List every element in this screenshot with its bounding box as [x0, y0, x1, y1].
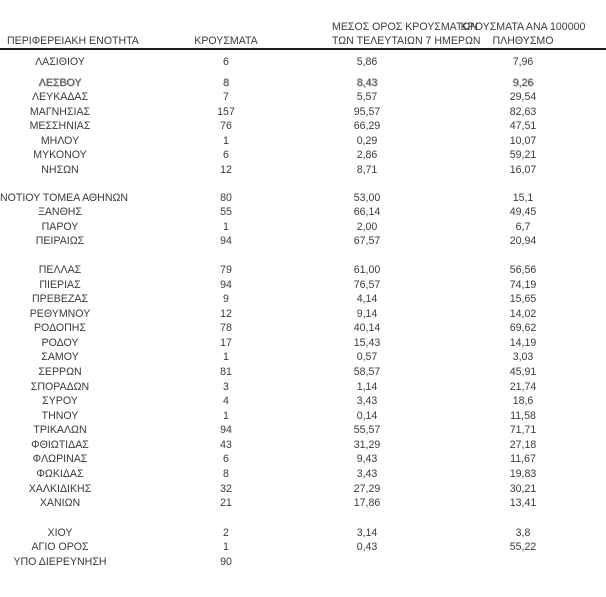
per-100k-cell: 3,8 [515, 526, 531, 539]
cases-cell: 94 [220, 424, 232, 437]
region-name-cell: ΥΠΟ ΔΙΕΡΕΥΝΗΣΗ [13, 555, 107, 568]
per-100k-cell: 49,45 [509, 206, 537, 219]
avg-7day-cell: 0,43 [356, 541, 378, 554]
per-100k-cell: 16,07 [509, 164, 537, 177]
region-name-cell: ΤΗΝΟΥ [41, 409, 79, 422]
table-row [0, 134, 606, 149]
table-row [0, 321, 606, 336]
avg-7day-cell: 40,14 [353, 322, 381, 335]
table-row [0, 482, 606, 497]
per-100k-cell: 55,22 [509, 541, 537, 554]
avg-7day-cell: 55,57 [353, 424, 381, 437]
per-100k-cell: 10,07 [509, 134, 537, 147]
region-name-cell: ΞΑΝΘΗΣ [37, 206, 83, 219]
table-row [0, 76, 606, 91]
table-row [0, 220, 606, 235]
table-row [0, 163, 606, 178]
region-name-cell: ΡΟΔΟΠΗΣ [33, 322, 87, 335]
cases-cell: 78 [220, 322, 232, 335]
row-group [0, 76, 606, 178]
cases-cell: 9 [223, 293, 229, 306]
cases-cell: 6 [223, 453, 229, 466]
per-100k-cell: 15,65 [509, 293, 537, 306]
per-100k-cell: 56,56 [509, 263, 537, 276]
table-row [0, 409, 606, 424]
table-row [0, 278, 606, 293]
cases-cell: 7 [223, 91, 229, 104]
avg-7day-cell: 8,71 [356, 164, 378, 177]
avg-7day-cell: 2,00 [356, 220, 378, 233]
cases-cell: 55 [220, 206, 232, 219]
column-header-avg-7day [332, 20, 481, 48]
cases-cell: 8 [223, 468, 229, 481]
table-row [0, 540, 606, 555]
avg-7day-cell: 0,57 [356, 351, 378, 364]
cases-cell: 1 [223, 134, 229, 147]
region-name-cell: ΠΡΕΒΕΖΑΣ [32, 293, 88, 306]
avg-7day-cell: 66,29 [353, 120, 381, 133]
region-name-cell: ΠΕΛΛΑΣ [38, 263, 82, 276]
column-header-avg-7day-line1: ΜΕΣΟΣ ΟΡΟΣ ΚΡΟΥΣΜΑΤΩΝ [332, 20, 478, 33]
region-name-cell: ΛΑΣΙΘΙΟΥ [35, 56, 85, 68]
table-row [0, 148, 606, 163]
region-name-cell: ΠΑΡΟΥ [41, 220, 79, 233]
region-name-cell: ΣΕΡΡΩΝ [38, 365, 82, 378]
avg-7day-cell: 9,43 [356, 453, 378, 466]
cases-cell: 32 [220, 482, 232, 495]
row-group [0, 526, 606, 570]
avg-7day-cell: 67,57 [353, 235, 381, 248]
cases-cell: 12 [220, 164, 232, 177]
cases-cell: 8 [223, 76, 229, 89]
cases-cell: 79 [220, 263, 232, 276]
avg-7day-cell: 58,57 [353, 365, 381, 378]
cases-cell: 81 [220, 365, 232, 378]
per-100k-cell: 82,63 [509, 105, 537, 118]
cases-cell: 1 [223, 351, 229, 364]
per-100k-cell: 9,26 [512, 76, 534, 89]
avg-7day-cell: 0,14 [356, 409, 378, 422]
region-name-cell: ΣΠΟΡΑΔΩΝ [30, 380, 90, 393]
table-row [0, 423, 606, 438]
per-100k-cell: 21,74 [509, 380, 537, 393]
table-row [0, 380, 606, 395]
table-row [0, 234, 606, 249]
region-name-cell: ΝΗΣΩΝ [41, 164, 79, 177]
avg-7day-cell: 53,00 [353, 191, 381, 204]
avg-7day-cell: 66,14 [353, 206, 381, 219]
table-header [0, 0, 606, 50]
table-row [0, 55, 606, 70]
per-100k-cell: 14,02 [509, 307, 537, 320]
region-name-cell: ΧΑΝΙΩΝ [39, 497, 81, 510]
region-name-cell: ΡΟΔΟΥ [41, 336, 79, 349]
cases-cell: 157 [217, 105, 235, 118]
table-body [0, 50, 606, 570]
per-100k-cell: 7,96 [512, 56, 534, 68]
per-100k-cell: 69,62 [509, 322, 537, 335]
cases-cell: 3 [223, 380, 229, 393]
column-header-avg-7day-line2: ΤΩΝ ΤΕΛΕΥΤΑΙΩΝ 7 ΗΜΕΡΩΝ [332, 34, 481, 47]
cases-cell: 43 [220, 438, 232, 451]
per-100k-cell: 11,67 [510, 453, 536, 466]
region-name-cell: ΡΕΘΥΜΝΟΥ [29, 307, 91, 320]
per-100k-cell: 13,41 [509, 497, 537, 510]
region-name-cell: ΜΑΓΝΗΣΙΑΣ [29, 105, 91, 118]
per-100k-cell: 71,71 [509, 424, 537, 437]
avg-7day-cell: 1,14 [356, 380, 378, 393]
cases-cell: 1 [223, 409, 229, 422]
avg-7day-cell: 3,14 [356, 526, 378, 539]
cases-cell: 90 [220, 555, 232, 568]
region-name-cell: ΠΕΙΡΑΙΩΣ [35, 235, 85, 248]
region-name-cell: ΠΙΕΡΙΑΣ [39, 278, 81, 291]
table-row [0, 90, 606, 105]
avg-7day-cell: 3,43 [356, 395, 378, 408]
column-header-per-100k-line2: ΠΛΗΘΥΣΜΟ [492, 34, 554, 47]
per-100k-cell: 15,1 [512, 191, 534, 204]
per-100k-cell: 59,21 [509, 149, 537, 162]
cases-cell: 21 [220, 497, 232, 510]
table-row [0, 307, 606, 322]
table-row [0, 394, 606, 409]
per-100k-cell: 27,18 [509, 438, 537, 451]
column-header-regional-unit: ΠΕΡΙΦΕΡΕΙΑΚΗ ΕΝΟΤΗΤΑ [7, 34, 139, 47]
column-header-per-100k-line1: ΚΡΟΥΣΜΑΤΑ ΑΝΑ 100000 [460, 20, 586, 33]
table-row [0, 263, 606, 278]
avg-7day-cell: 8,43 [356, 76, 378, 89]
avg-7day-cell: 95,57 [353, 105, 381, 118]
avg-7day-cell: 0,29 [356, 134, 378, 147]
region-name-cell: ΦΩΚΙΔΑΣ [36, 468, 84, 481]
table-row [0, 555, 606, 570]
per-100k-cell: 30,21 [509, 482, 537, 495]
per-100k-cell: 20,94 [509, 235, 537, 248]
avg-7day-cell: 4,14 [356, 293, 378, 306]
region-name-cell: ΛΕΣΒΟΥ [38, 76, 82, 89]
avg-7day-cell: 31,29 [353, 438, 381, 451]
avg-7day-cell: 17,86 [353, 497, 381, 510]
per-100k-cell: 14,19 [509, 336, 537, 349]
region-name-cell: ΜΥΚΟΝΟΥ [33, 149, 87, 162]
per-100k-cell: 3,03 [512, 351, 534, 364]
per-100k-cell: 11,58 [510, 409, 536, 422]
avg-7day-cell: 76,57 [353, 278, 381, 291]
region-name-cell: ΣΥΡΟΥ [42, 395, 78, 408]
cases-cell: 6 [223, 56, 229, 68]
avg-7day-cell: 61,00 [353, 263, 381, 276]
cases-cell: 17 [220, 336, 232, 349]
per-100k-cell: 6,7 [515, 220, 531, 233]
region-name-cell: ΦΘΙΩΤΙΔΑΣ [31, 438, 89, 451]
row-group [0, 55, 606, 70]
cases-cell: 80 [220, 191, 232, 204]
table-row [0, 452, 606, 467]
table-row [0, 496, 606, 511]
row-group [0, 191, 606, 249]
cases-cell: 94 [220, 235, 232, 248]
cases-cell: 6 [223, 149, 229, 162]
region-name-cell: ΦΛΩΡΙΝΑΣ [32, 453, 88, 466]
column-header-cases: ΚΡΟΥΣΜΑΤΑ [194, 34, 258, 47]
row-group [0, 263, 606, 511]
region-name-cell: ΑΓΙΟ ΟΡΟΣ [31, 541, 89, 554]
avg-7day-cell: 15,43 [353, 336, 381, 349]
per-100k-cell: 29,54 [509, 91, 537, 104]
table-row [0, 350, 606, 365]
per-100k-cell: 19,83 [509, 468, 537, 481]
avg-7day-cell: 27,29 [353, 482, 381, 495]
cases-cell: 1 [223, 220, 229, 233]
region-name-cell: ΛΕΥΚΑΔΑΣ [31, 91, 89, 104]
avg-7day-cell: 5,57 [356, 91, 378, 104]
region-name-cell: ΜΗΛΟΥ [40, 134, 80, 147]
avg-7day-cell: 9,14 [356, 307, 378, 320]
table-row [0, 526, 606, 541]
cases-cell: 94 [220, 278, 232, 291]
region-name-cell: ΧΑΛΚΙΔΙΚΗΣ [28, 482, 92, 495]
cases-cell: 2 [223, 526, 229, 539]
per-100k-cell: 47,51 [509, 120, 537, 133]
table-row [0, 336, 606, 351]
per-100k-cell: 18,6 [512, 395, 534, 408]
column-header-per-100k [440, 20, 606, 48]
per-100k-cell: 45,91 [509, 365, 537, 378]
region-name-cell: ΜΕΣΣΗΝΙΑΣ [29, 120, 91, 133]
table-row [0, 191, 606, 206]
table-row [0, 292, 606, 307]
cases-cell: 1 [223, 541, 229, 554]
table-row [0, 119, 606, 134]
table-row [0, 105, 606, 120]
cases-cell: 4 [223, 395, 229, 408]
cases-cell: 12 [220, 307, 232, 320]
avg-7day-cell: 3,43 [356, 468, 378, 481]
table-row [0, 467, 606, 482]
region-name-cell: ΧΙΟΥ [47, 526, 73, 539]
region-name-cell: ΣΑΜΟΥ [41, 351, 79, 364]
table-row [0, 365, 606, 380]
region-name-cell: ΤΡΙΚΑΛΩΝ [33, 424, 87, 437]
avg-7day-cell: 5,86 [356, 56, 378, 68]
cases-cell: 76 [220, 120, 232, 133]
table-row [0, 438, 606, 453]
per-100k-cell: 74,19 [509, 278, 537, 291]
region-name-cell: ΝΟΤΙΟΥ ΤΟΜΕΑ ΑΘΗΝΩΝ [0, 191, 129, 204]
avg-7day-cell: 2,86 [356, 149, 378, 162]
table-row [0, 205, 606, 220]
